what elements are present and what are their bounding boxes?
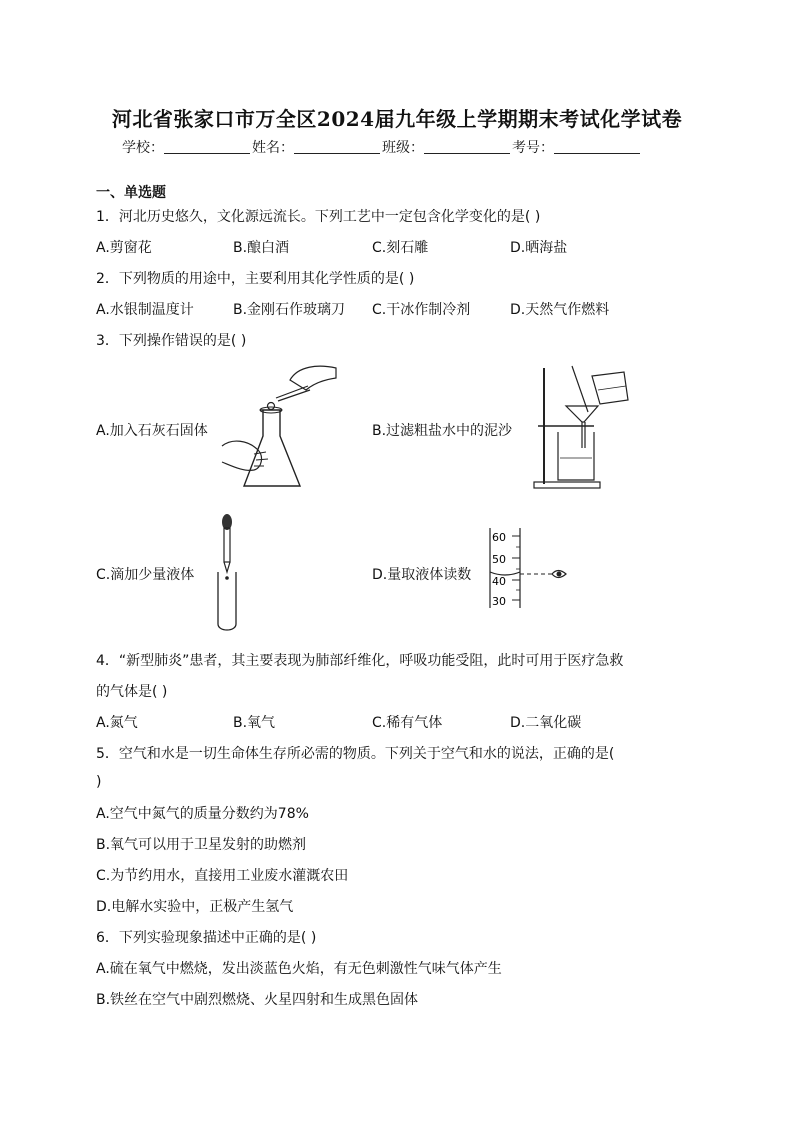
q6-option-a[interactable]: A.硫在氧气中燃烧，发出淡蓝色火焰，有无色刺激性气味气体产生 bbox=[96, 961, 502, 977]
school-blank[interactable] bbox=[164, 139, 250, 154]
q4-option-c[interactable]: C.稀有气体 bbox=[372, 715, 443, 731]
question-5-stem-line1: 5．空气和水是一切生命体生存所必需的物质。下列关于空气和水的说法，正确的是( bbox=[96, 746, 615, 762]
filtration-apparatus-figure bbox=[532, 362, 634, 492]
q2-option-b[interactable]: B.金刚石作玻璃刀 bbox=[233, 302, 346, 318]
student-info-row bbox=[122, 137, 642, 157]
question-4-stem-line2: 的气体是( ) bbox=[96, 684, 168, 700]
cylinder-tick-40: 40 bbox=[492, 575, 506, 588]
q1-option-c[interactable]: C.刻石雕 bbox=[372, 240, 429, 256]
q5-option-a[interactable]: A.空气中氮气的质量分数约为78% bbox=[96, 806, 309, 822]
class-label: 班级： bbox=[382, 140, 424, 156]
page-title: 河北省张家口市万全区2024届九年级上学期期末考试化学试卷 bbox=[111, 107, 683, 131]
question-5-stem-line2: ) bbox=[96, 774, 102, 790]
name-label: 姓名： bbox=[252, 140, 294, 156]
school-label: 学校： bbox=[122, 140, 164, 156]
q5-option-d[interactable]: D.电解水实验中，正极产生氢气 bbox=[96, 899, 294, 915]
q3-option-c[interactable]: C.滴加少量液体 bbox=[96, 567, 195, 583]
question-2-stem: 2．下列物质的用途中，主要利用其化学性质的是( ) bbox=[96, 271, 415, 287]
q4-option-d[interactable]: D.二氧化碳 bbox=[510, 715, 582, 731]
q2-option-d[interactable]: D.天然气作燃料 bbox=[510, 302, 610, 318]
q3-option-d[interactable]: D.量取液体读数 bbox=[372, 567, 472, 583]
q3-option-a[interactable]: A.加入石灰石固体 bbox=[96, 423, 208, 439]
flask-adding-solid-figure bbox=[218, 358, 343, 493]
q3-option-b[interactable]: B.过滤粗盐水中的泥沙 bbox=[372, 423, 513, 439]
cylinder-tick-60: 60 bbox=[492, 531, 506, 544]
question-3-stem: 3．下列操作错误的是( ) bbox=[96, 333, 247, 349]
cylinder-tick-50: 50 bbox=[492, 553, 506, 566]
section-title: 一、单选题 bbox=[96, 185, 166, 201]
name-blank[interactable] bbox=[294, 139, 380, 154]
q1-option-b[interactable]: B.酿白酒 bbox=[233, 240, 290, 256]
q2-option-c[interactable]: C.干冰作制冷剂 bbox=[372, 302, 471, 318]
class-blank[interactable] bbox=[424, 139, 510, 154]
q5-option-c[interactable]: C.为节约用水，直接用工业废水灌溉农田 bbox=[96, 868, 349, 884]
exam-number-label: 考号： bbox=[512, 140, 554, 156]
question-6-stem: 6．下列实验现象描述中正确的是( ) bbox=[96, 930, 317, 946]
q1-option-d[interactable]: D.晒海盐 bbox=[510, 240, 568, 256]
q1-option-a[interactable]: A.剪窗花 bbox=[96, 240, 152, 256]
dropper-test-tube-figure bbox=[212, 510, 242, 635]
graduated-cylinder-figure bbox=[486, 524, 572, 612]
q2-option-a[interactable]: A.水银制温度计 bbox=[96, 302, 194, 318]
q4-option-a[interactable]: A.氮气 bbox=[96, 715, 138, 731]
exam-number-blank[interactable] bbox=[554, 139, 640, 154]
q5-option-b[interactable]: B.氧气可以用于卫星发射的助燃剂 bbox=[96, 837, 307, 853]
question-4-stem-line1: 4．“新型肺炎”患者，其主要表现为肺部纤维化，呼吸功能受阻，此时可用于医疗急救 bbox=[96, 653, 624, 669]
question-1-stem: 1．河北历史悠久，文化源远流长。下列工艺中一定包含化学变化的是( ) bbox=[96, 209, 541, 225]
q6-option-b[interactable]: B.铁丝在空气中剧烈燃烧、火星四射和生成黑色固体 bbox=[96, 992, 419, 1008]
q4-option-b[interactable]: B.氧气 bbox=[233, 715, 276, 731]
cylinder-tick-30: 30 bbox=[492, 595, 506, 608]
